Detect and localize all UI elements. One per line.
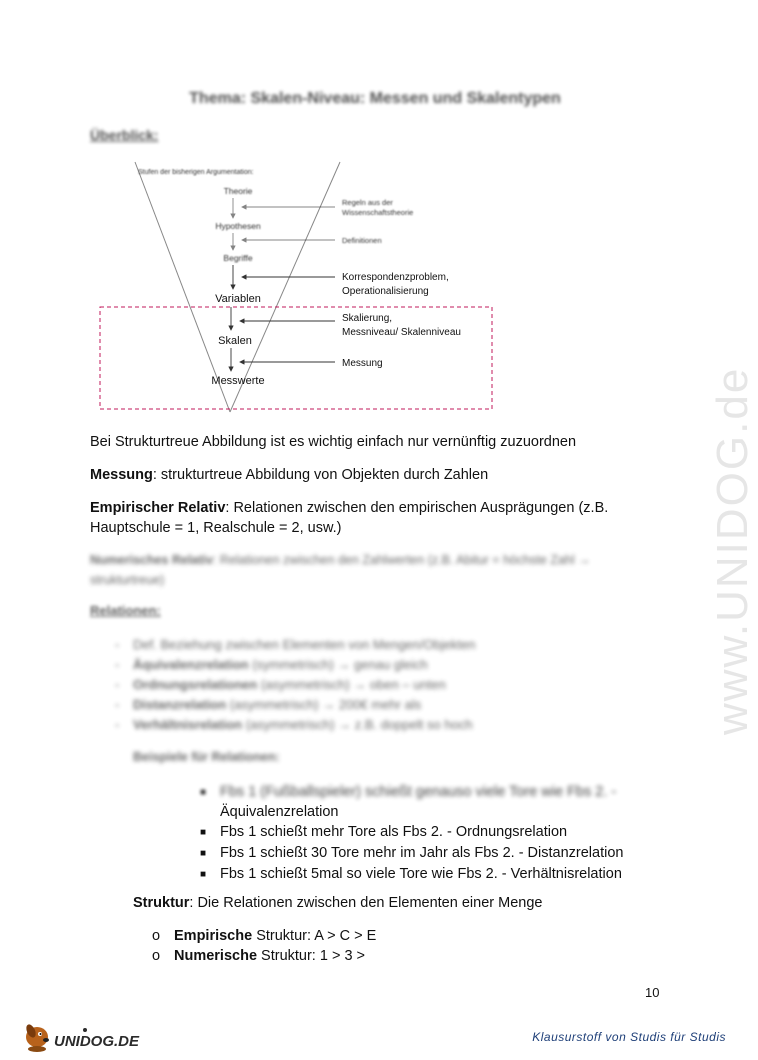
- list-item: ■ Fbs 1 (Fußballspieler) schießt genauso viele Tore wie Fbs 2. -: [200, 784, 617, 800]
- list-item: o Empirische Struktur: A > C > E: [152, 928, 377, 944]
- list-item: - Verhältnisrelation (asymmetrisch) → z.B. doppelt so hoch: [115, 717, 473, 732]
- level-theorie: Theorie: [223, 186, 253, 196]
- paragraph-empirischer-relativ: [90, 498, 650, 534]
- relations-list: [115, 635, 635, 735]
- footer-text: Klausurstoff von Studis für Studis: [532, 1030, 726, 1044]
- overview-heading: Überblick:: [90, 127, 159, 143]
- dashed-highlight-box: [100, 307, 492, 409]
- list-item: - Distanzrelation (asymmetrisch) → 200€ mehr als: [115, 697, 422, 712]
- term-numerisches-relativ: Numerisches Relativ: [90, 553, 213, 567]
- relations-heading: Relationen:: [90, 603, 161, 618]
- paragraph-struktur: [133, 893, 693, 913]
- level-begriffe: Begriffe: [223, 253, 253, 263]
- list-item: ■ Fbs 1 schießt 30 Tore mehr im Jahr als Fbs 2. - Distanzrelation: [200, 845, 624, 861]
- definition-struktur: : Die Relationen zwischen den Elementen einer Menge: [189, 895, 543, 911]
- logo-text: UNIDOG.DE: [54, 1033, 140, 1050]
- level-hypothesen: Hypothesen: [215, 221, 261, 231]
- list-item: - Äquivalenzrelation (symmetrisch) → genau gleich: [115, 657, 428, 672]
- level-messwerte: Messwerte: [211, 375, 265, 387]
- definition-messung: : strukturtreue Abbildung von Objekten durch Zahlen: [152, 467, 489, 483]
- dog-icon: [22, 1015, 162, 1055]
- list-item: - Def. Beziehung zwischen Elementen von Mengen/Objekten: [115, 637, 476, 652]
- examples-heading: Beispiele für Relationen:: [133, 750, 280, 764]
- examples-list: [200, 782, 660, 885]
- unidog-logo: [22, 1015, 162, 1055]
- structure-list: [152, 926, 376, 966]
- annotation-korrespondenzproblem: Korrespondenzproblem, Operationalisierung: [342, 272, 449, 297]
- annotation-definitionen: Definitionen: [342, 236, 382, 245]
- term-empirischer-relativ: Empirischer Relativ: [90, 500, 226, 516]
- list-item: ■ Fbs 1 schießt mehr Tore als Fbs 2. - Ordnungsrelation: [200, 824, 568, 840]
- watermark-text: www.UNIDOG.de: [708, 366, 757, 735]
- term-struktur: Struktur: [133, 895, 190, 911]
- list-item: o Numerische Struktur: 1 > 3 >: [152, 948, 366, 964]
- page-title: Thema: Skalen-Niveau: Messen und Skalentypen: [189, 90, 561, 107]
- definition-empirischer-relativ: : Relationen zwischen den empirischen Ausprägungen (z.B. Hauptschule = 1, Realschule = 2, usw.): [90, 500, 609, 536]
- term-messung: Messung: [90, 467, 153, 483]
- paragraph-messung: [90, 465, 650, 485]
- page-number: 10: [645, 985, 660, 1000]
- watermark: [660, 280, 757, 740]
- list-item: ■ Fbs 1 schießt 5mal so viele Tore wie Fbs 2. - Verhältnisrelation: [200, 866, 622, 882]
- annotation-regeln: Regeln aus der Wissenschaftstheorie: [342, 198, 414, 217]
- level-variablen: Variablen: [215, 293, 261, 305]
- list-item-continuation: Äquivalenzrelation: [220, 804, 339, 820]
- annotation-skalierung: Skalierung, Messniveau/ Skalenniveau: [342, 313, 461, 338]
- paragraph-numerisches-relativ: [90, 550, 650, 590]
- argumentation-funnel-diagram: [90, 150, 510, 415]
- list-item: - Ordnungsrelationen (asymmetrisch) → oben – unten: [115, 677, 446, 692]
- diagram-heading: Stufen der bisherigen Argumentation:: [138, 169, 254, 176]
- annotation-messung: Messung: [342, 358, 383, 369]
- level-skalen: Skalen: [218, 335, 252, 347]
- definition-numerisches-relativ: : Relationen zwischen den Zahlwerten (z.B. Abitur = höchste Zahl → strukturtreue): [90, 553, 591, 587]
- paragraph-strukturtreue: Bei Strukturtreue Abbildung ist es wichtig einfach nur vernünftig zuzuordnen: [90, 434, 577, 450]
